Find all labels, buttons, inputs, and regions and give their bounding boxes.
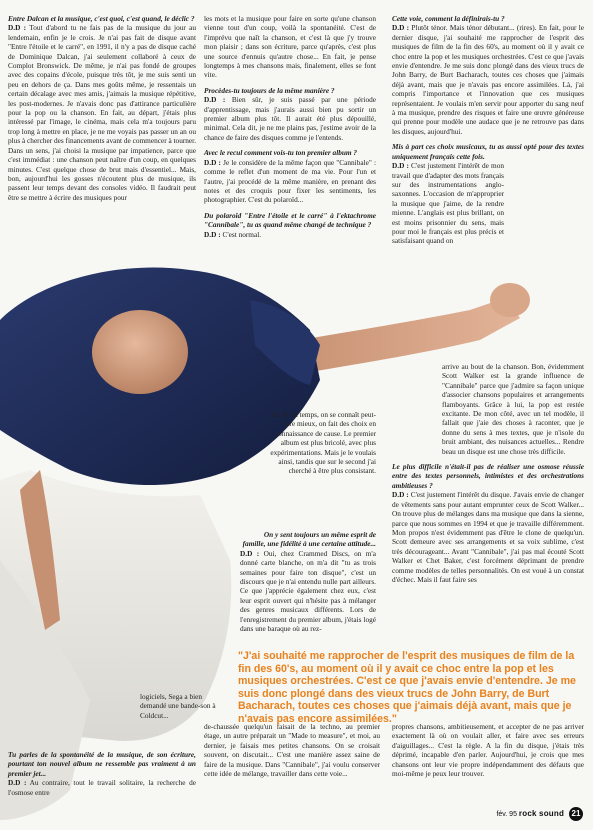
issue-date: fév. 95 — [496, 810, 517, 818]
magazine-name: rock sound — [518, 808, 565, 818]
page-footer — [496, 807, 583, 821]
question-6: On y sent toujours un même esprit de famille, une fidélité à une certaine attitude... — [242, 530, 376, 549]
answer-7: D.D : Plutôt ténor. Mais ténor débutant... (rires). En fait, pour le dernier disque, j'ai souhaité me rapprocher de l'esprit des musiques de film de la fin des 60's, au moment où il y avait ce choc entre la pop et les musiques orchestrées. C'est ce que j'avais envie d'entendre. Je me suis donc plongé dans des vieux trucs de John Barry, de Burt Bacharach, toutes ces choses que j'aimais déjà avant, mais que je n'avais pas encore assimilées. Là, j'ai compris l'importance et l'innovation que ces musiques représentaient. Je voulais m'en servir pour apporter du sang neuf à ma musique, prendre des risques et faire une œuvre généreuse qui prenne pour modèle une audace que je ne retrouve pas dans les disques, aujourd'hui. — [392, 23, 584, 136]
column-2-mid — [240, 530, 376, 633]
column-1 — [8, 14, 196, 202]
answer-2: D.D : Au contraire, tout le travail solitaire, la recherche de l'osmose entre — [8, 778, 197, 797]
column-2 — [204, 14, 376, 239]
question-9: Le plus difficile n'était-il pas de réaliser une osmose réussie entre des textes personnels, intimistes et des orchestrations ambitieuses ? — [392, 462, 584, 490]
answer-8: D.D : C'est justement l'intérêt de mon travail que d'adapter des mots français sur des instrumentations anglo-saxonnes. L'occasion de m'approprier la musique que j'aime, de la rendre mienne. L'anglais est plus brillant, on est moins prisonnier du sens, mais pour moi le français est plus précis et satisfaisant quand on — [392, 161, 505, 246]
pull-quote: "J'ai souhaité me rapprocher de l'esprit des musiques de film de la fin des 60's, au moment où il y avait ce choc entre la pop et les musiques orchestrées. C'est ce que j'avais envie d'entendre. Je me suis donc plongé dans des vieux trucs de John Barry, de Burt Bacharach, toutes ces choses que j'aimais déjà avant, mais que je n'avais pas encore assimilées." — [238, 650, 576, 725]
answer-5: D.D : C'est normal. — [204, 229, 262, 239]
column-2-float: Au fil du temps, on se connaît peut-être mieux, on fait des choix en connaissance de cause. Le premier album est plus bricolé, avec plus expérimentations. Mais je le voulais ainsi, tandis que sur le second j'ai cherché à être plus consistant. — [270, 410, 376, 476]
question-5: Du polaroïd "Entre l'étoile et le carré" à l'ektachrome "Cannibale", tu as quand même changé de technique ? — [204, 210, 376, 230]
question-1: Entre Dalcan et la musique, c'est quoi, c'est quand, le déclic ? — [8, 14, 195, 23]
answer-3: D.D : Bien sûr, je suis passé par une période d'apprentissage, mais j'aurais aussi bien pu sortir un premier album plus tôt. Il aurait été plus dépouillé, minimal. Cela dit, je ne me plains pas, j'estime avoir de la chance de faire des disques comme je l'entends. — [204, 95, 376, 142]
column-3-bottom: propres chansons, ambitieusement, et accepter de ne pas arriver exactement là où on voulait aller, et faire avec ses erreurs d'aiguillages... C'est la règle. A la fin du disque, j'étais très déprimé, incapable d'en parler. Aujourd'hui, je crois que mes chansons ont leur vie propre indépendamment des défauts que moi-même je peux leur trouver. — [392, 722, 584, 779]
column-1-bottom — [8, 750, 196, 797]
column-3 — [392, 14, 584, 246]
text-fragment-sega: logiciels, Sega a bien demandé une bande-son à Coldcut... — [140, 692, 216, 720]
answer-8-continued: arrive au bout de la chanson. Bon, évidemment Scott Walker est la grande influence de "Cannibale" parce que j'admire sa façon unique d'associer chansons populaires et arrangements flamboyants. Grâce à lui, la pop est restée excitante. De mon côté, avec un tel modèle, il fallait que j'aie des choses à raconter, que je donne du sens à mes textes, que je n'isole du bruit ambiant, des nuisances actuelles... Rendre beau un disque est une chose très difficile. — [442, 362, 584, 456]
question-4: Avec le recul comment vois-tu ton premier album ? — [204, 148, 358, 158]
answer-0: les mots et la musique pour faire en sorte qu'une chanson vienne tout d'un coup, voilà la spontanéité. C'est de l'imprévu que naît la chanson, et c'est là que j'y trouve mon plaisir ; dans son écriture, parce qu'après, c'est plus une source d'ennuis qu'autre chose... En fait, je pense longtemps à mes chansons mais, finalement, elles se font vite. — [204, 14, 376, 80]
question-2: Tu parles de la spontanéité de la musique, de son écriture, pourtant ton nouvel album ne ressemble pas vraiment à un premier jet... — [8, 750, 196, 778]
page-number: 21 — [569, 807, 583, 821]
answer-9: D.D : C'est justement l'intérêt du disque. J'avais envie de changer de vêtements sans pour autant emprunter ceux de Scott Walker... On trouve plus de mélanges dans ma musique que dans la sienne, parce que nous sommes en 1994 et que je travaille différemment. Mon propos n'est évidemment pas d'être le clone de quelqu'un. Scott demeure avec ses arrangements et sa voix sublime, c'est très décourageant... Avant "Cannibale", j'ai pas mal écouté Scott Walker et Chet Baker, c'est forcément déprimant de prendre comme modèles de telles personnalités. On est voué à un constat d'échec. Mais il faut faire ses — [392, 490, 584, 584]
answer-4: D.D : Je le considère de la même façon que "Cannibale" : comme le reflet d'un moment de ma vie. Pour l'un et l'autre, j'ai procédé de la même manière, en prenant des notes et des croquis pour fixer les sentiments, les photographier. C'est du polaroïd... — [204, 157, 377, 205]
column-3-continued — [392, 362, 584, 584]
question-8: Mis à part ces choix musicaux, tu as aussi opté pour des textes uniquement français cette fois. — [392, 142, 584, 161]
column-2-bottom: de-chaussée quelqu'un faisait de la techno, au premier étage, un autre préparait un "Made to measure", et moi, au dernier, je faisais mes petites chansons. On se croisait souvent, on discutait... C'est une manière assez saine de faire de la musique. Dans "Cannibale", j'ai voulu conserver cette idée de mélange, travailler dans cette voie... — [204, 722, 380, 779]
question-3: Procèdes-tu toujours de la même manière ? — [204, 85, 335, 95]
question-7: Cette voie, comment la définirais-tu ? — [392, 14, 505, 23]
answer-1: D.D : Tout d'abord tu ne fais pas de la musique du jour au lendemain, enfin je le crois. Je n'ai pas fait de disque avant "Entre l'étoile et le carré", en 1991, il n'y a pas de disque caché de Dominique Dalcan, j'ai seulement collaboré à ceux de Complot Bronswick. De même, je n'ai pas fondé de groupes avec des copains d'école, puisque très tôt, je me suis senti un peu en dehors de ça. Dans mes goûts même, je ressentais un certain décalage avec mes amis, j'aimais la musique répétitive, les post-modernes. Je n'avais donc pas d'attirance particulière pour la pop ou la chanson. En fait, au départ, j'étais plus intéressé par l'image, le cinéma, mais cela m'a toujours paru trop long à mettre en place, je ne me voyais pas passer un an ou plus à chercher des financements avant de commencer à tourner. Dans un sens, j'ai choisi la musique par impatience, parce que c'est immédiat : une chanson peut naître d'un coup, en quelques minutes. C'est quelque chose de brut mais d'essentiel... Mais, bon, aujourd'hui les gosses n'écoutent plus de musique, ils passent leur temps devant des consoles vidéo. Il faudrait peut être se mettre à écrire des musiques pour — [8, 23, 197, 202]
answer-6: D.D : Oui, chez Crammed Discs, on m'a donné carte blanche, on m'a dit "tu as trois semaines pour faire ton disque", c'est un discours que je n'ai entendu nulle part ailleurs. Ce que j'apprécie également chez eux, c'est leur esprit ouvert qui n'hésite pas à mélanger des genres musicaux différents. Lors de l'enregistrement du premier album, j'étais logé dans une baraque où au rez- — [240, 548, 376, 634]
